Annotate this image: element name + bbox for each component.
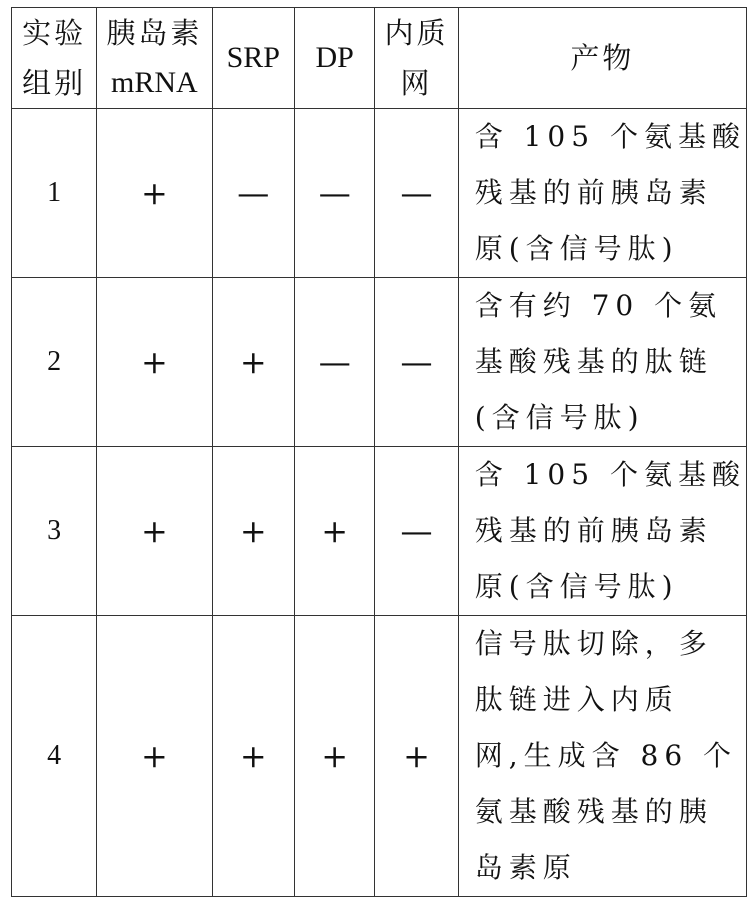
product-line: 岛素原 [474, 851, 577, 884]
header-group [12, 8, 97, 109]
table-row [12, 109, 747, 278]
product-line: 网,生成含 86 个 [474, 739, 738, 772]
cell-product [458, 447, 746, 616]
cell-er: — [375, 278, 458, 447]
cell-dp: + [295, 447, 375, 616]
table-row [12, 616, 747, 897]
cell-product [458, 109, 746, 278]
header-mrna [97, 8, 212, 109]
product-line: 信号肽切除，多 [474, 627, 713, 660]
product-line: 含有约 70 个氨 [474, 289, 723, 322]
cell-er: + [375, 616, 458, 897]
cell-er: — [375, 109, 458, 278]
experiment-table [11, 7, 747, 897]
product-line: 氨基酸残基的胰 [474, 795, 713, 828]
cell-er: — [375, 447, 458, 616]
product-line: 基酸残基的肽链 [474, 345, 713, 378]
cell-group: 1 [12, 109, 97, 278]
cell-product [458, 616, 746, 897]
cell-group: 4 [12, 616, 97, 897]
product-line: 残基的前胰岛素 [474, 176, 713, 209]
header-srp: SRP [212, 8, 294, 109]
product-line: 原(含信号肽) [474, 570, 679, 603]
header-group-line: 实验 [22, 16, 87, 50]
cell-group: 2 [12, 278, 97, 447]
product-line: 肽链进入内质 [474, 683, 679, 716]
header-dp: DP [295, 8, 375, 109]
product-line: (含信号肽) [474, 401, 645, 434]
cell-product [458, 278, 746, 447]
cell-dp: — [295, 278, 375, 447]
header-group-line: 组别 [22, 66, 87, 100]
cell-srp: + [212, 447, 294, 616]
header-mrna-line: 胰岛素 [106, 16, 203, 50]
product-line: 残基的前胰岛素 [474, 514, 713, 547]
cell-srp: — [212, 109, 294, 278]
header-er-line: 内质 [384, 16, 449, 50]
cell-group: 3 [12, 447, 97, 616]
header-mrna-line: mRNA [111, 66, 198, 99]
table-row [12, 278, 747, 447]
cell-mrna: + [97, 616, 212, 897]
cell-dp: — [295, 109, 375, 278]
cell-mrna: + [97, 109, 212, 278]
header-er-line: 网 [400, 66, 433, 100]
cell-mrna: + [97, 447, 212, 616]
header-er [375, 8, 458, 109]
cell-srp: + [212, 616, 294, 897]
header-product: 产物 [458, 8, 746, 109]
product-line: 含 105 个氨基酸 [474, 120, 746, 153]
cell-srp: + [212, 278, 294, 447]
product-line: 原(含信号肽) [474, 232, 679, 265]
table-row [12, 447, 747, 616]
cell-dp: + [295, 616, 375, 897]
cell-mrna: + [97, 278, 212, 447]
header-row [12, 8, 747, 109]
product-line: 含 105 个氨基酸 [474, 458, 746, 491]
